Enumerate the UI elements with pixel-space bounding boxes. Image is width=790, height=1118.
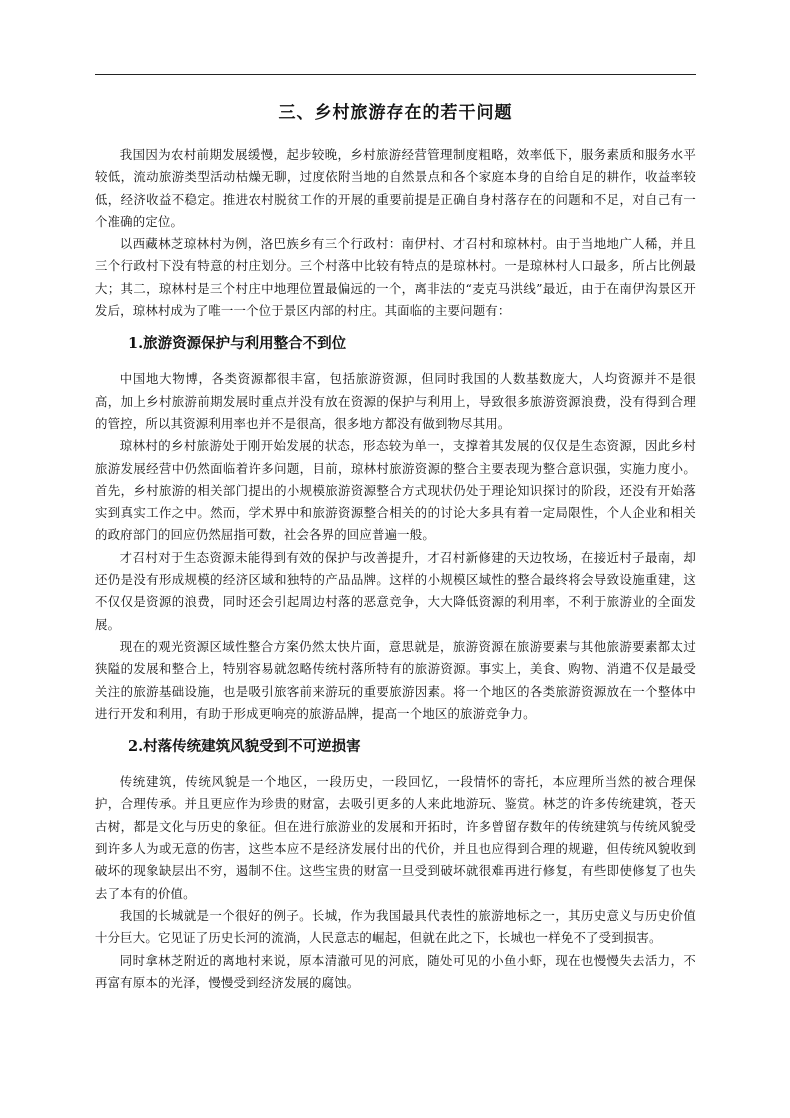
subsection-heading-1: 1.旅游资源保护与利用整合不到位 bbox=[128, 335, 347, 353]
section1-paragraph-1: 中国地大物博，各类资源都很丰富，包括旅游资源，但同时我国的人数基数庞大，人均资源并不是很高，加上乡村旅游前期发展时重点并没有放在资源的保护与利用上，导致很多旅游资源浪费，没有得到合理的管控，所以其资源利用率也并不是很高，很多地方都没有做到物尽其用。 bbox=[95, 371, 696, 431]
header-rule bbox=[95, 74, 696, 75]
document-body bbox=[95, 100, 696, 994]
subsection-heading-2: 2.村落传统建筑风貌受到不可逆损害 bbox=[128, 738, 361, 756]
intro-paragraph-2: 以西藏林芝琼林村为例，洛巴族乡有三个行政村：南伊村、才召村和琼林村。由于当地地广人稀，并且三个行政村下没有特意的村庄划分。三个村落中比较有特点的是琼林村。一是琼林村人口最多，所占比例最大；其二，琼林村是三个村庄中地理位置最偏远的一个，离非法的“麦克马洪线”最近，由于在南伊沟景区开发后，琼林村成为了唯一一个位于景区内部的村庄。其面临的主要问题有： bbox=[95, 236, 696, 319]
section1-paragraph-4: 现在的观光资源区域性整合方案仍然太快片面，意思就是，旅游资源在旅游要素与其他旅游要素都太过狭隘的发展和整合上，特别容易就忽略传统村落所特有的旅游资源。事实上，美食、购物、消遣不仅是最受关注的旅游基础设施，也是吸引旅客前来游玩的重要旅游因素。将一个地区的各类旅游资源放在一个整体中进行开发和利用，有助于形成更响亮的旅游品牌，提高一个地区的旅游竞争力。 bbox=[95, 638, 696, 721]
section1-paragraph-3: 才召村对于生态资源未能得到有效的保护与改善提升，才召村新修建的天边牧场，在接近村子最南，却还仍是没有形成规模的经济区域和独特的产品品牌。这样的小规模区域性的整合最终将会导致设施重建，这不仅仅是资源的浪费，同时还会引起周边村落的恶意竞争，大大降低资源的利用率，不利于旅游业的全面发展。 bbox=[95, 549, 696, 632]
section1-paragraph-2: 琼林村的乡村旅游处于刚开始发展的状态，形态较为单一，支撑着其发展的仅仅是生态资源，因此乡村旅游发展经营中仍然面临着许多问题，目前，琼林村旅游资源的整合主要表现为整合意识强，实施力度小。首先，乡村旅游的相关部门提出的小规模旅游资源整合方式现状仍处于理论知识探讨的阶段，还没有开始落实到真实工作之中。然而，学术界中和旅游资源整合相关的的讨论大多具有着一定局限性，个人企业和相关的政府部门的回应仍然屈指可数，社会各界的回应普遍一般。 bbox=[95, 438, 696, 543]
intro-paragraph-1: 我国因为农村前期发展缓慢，起步较晚，乡村旅游经营管理制度粗略，效率低下，服务素质和服务水平较低，流动旅游类型活动枯燥无聊，过度依附当地的自然景点和各个家庭本身的自给自足的耕作，收益率较低，经济收益不稳定。推进农村脱贫工作的开展的重要前提是正确自身村落存在的问题和不足，对自己有一个准确的定位。 bbox=[95, 147, 696, 229]
section2-paragraph-2: 我国的长城就是一个很好的例子。长城，作为我国最具代表性的旅游地标之一，其历史意义与历史价值十分巨大。它见证了历史长河的流淌，人民意志的崛起，但就在此之下，长城也一样免不了受到损害。 bbox=[95, 907, 696, 946]
section2-paragraph-1: 传统建筑，传统风貌是一个地区，一段历史，一段回忆，一段情怀的寄托，本应理所当然的被合理保护，合理传承。并且更应作为珍贵的财富，去吸引更多的人来此地游玩、鉴赏。林芝的许多传统建筑，苍天古树，都是文化与历史的象征。但在进行旅游业的发展和开拓时，许多曾留存数年的传统建筑与传统风貌受到许多人为或无意的伤害，这些本应不是经济发展付出的代价，并且也应得到合理的规避，但传统风貌收到破坏的现象缺层出不穷，遏制不住。这些宝贵的财富一旦受到破坏就很难再进行修复，有些即使修复了也失去了本有的价值。 bbox=[95, 774, 696, 901]
section-title: 三、乡村旅游存在的若干问题 bbox=[278, 103, 513, 123]
section2-paragraph-3: 同时拿林芝附近的离地村来说，原本清澈可见的河底，随处可见的小鱼小虾，现在也慢慢失去活力，不再富有原本的光泽，慢慢受到经济发展的腐蚀。 bbox=[95, 952, 696, 990]
